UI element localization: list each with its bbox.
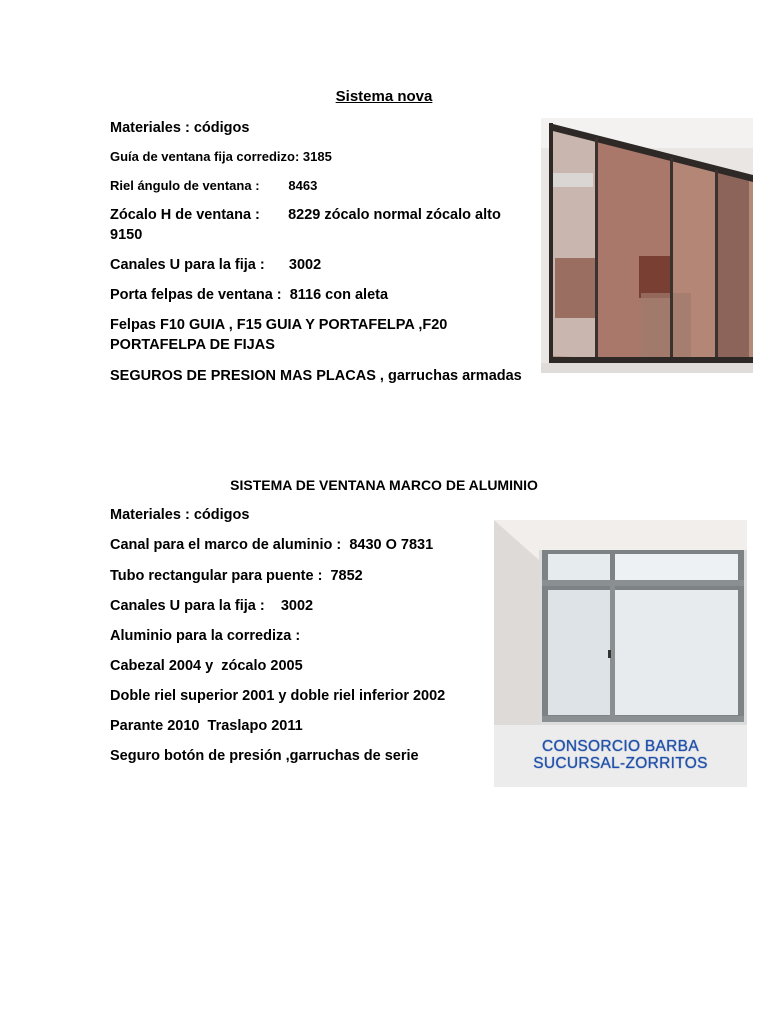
section2-line-aluminio: Aluminio para la corrediza : [110,628,301,644]
section1-title: Sistema nova [335,88,433,105]
section2-title: SISTEMA DE VENTANA MARCO DE ALUMINIO [230,477,538,493]
section1-line-zocalo: Zócalo H de ventana : 8229 zócalo normal zócalo alto 9150 [110,207,505,243]
sliding-window-illustration [541,118,753,373]
section1-line-felpas: Felpas F10 GUIA , F15 GUIA Y PORTAFELPA ,F20 PORTAFELPA DE FIJAS [110,317,448,353]
section1-line-guia: Guía de ventana fija corredizo: 3185 [110,149,332,164]
section2-line-canales: Canales U para la fija : 3002 [110,598,314,614]
watermark-line2: SUCURSAL-ZORRITOS [533,755,708,772]
section2-line-cabezal: Cabezal 2004 y zócalo 2005 [110,658,303,674]
section2-line-canal-marco: Canal para el marco de aluminio : 8430 O 7831 [110,537,434,553]
section2-line-tubo: Tubo rectangular para puente : 7852 [110,568,363,584]
watermark-line1: CONSORCIO BARBA [542,738,699,755]
sliding-window-photo [541,118,753,373]
section1-line-riel: Riel ángulo de ventana : 8463 [110,178,318,193]
section2-line-doble-riel: Doble riel superior 2001 y doble riel inferior 2002 [110,688,446,704]
section2-line-seguro: Seguro botón de presión ,garruchas de serie [110,748,419,764]
aluminum-window-photo [494,520,747,787]
section1-line-porta-felpas: Porta felpas de ventana : 8116 con aleta [110,287,389,303]
section1-line-seguros: SEGUROS DE PRESION MAS PLACAS , garruchas armadas [110,368,522,384]
section1-line-materiales: Materiales : códigos [110,120,250,136]
section2-line-materiales: Materiales : códigos [110,507,250,523]
section2-line-parante: Parante 2010 Traslapo 2011 [110,718,303,734]
section1-line-canales: Canales U para la fija : 3002 [110,257,322,273]
